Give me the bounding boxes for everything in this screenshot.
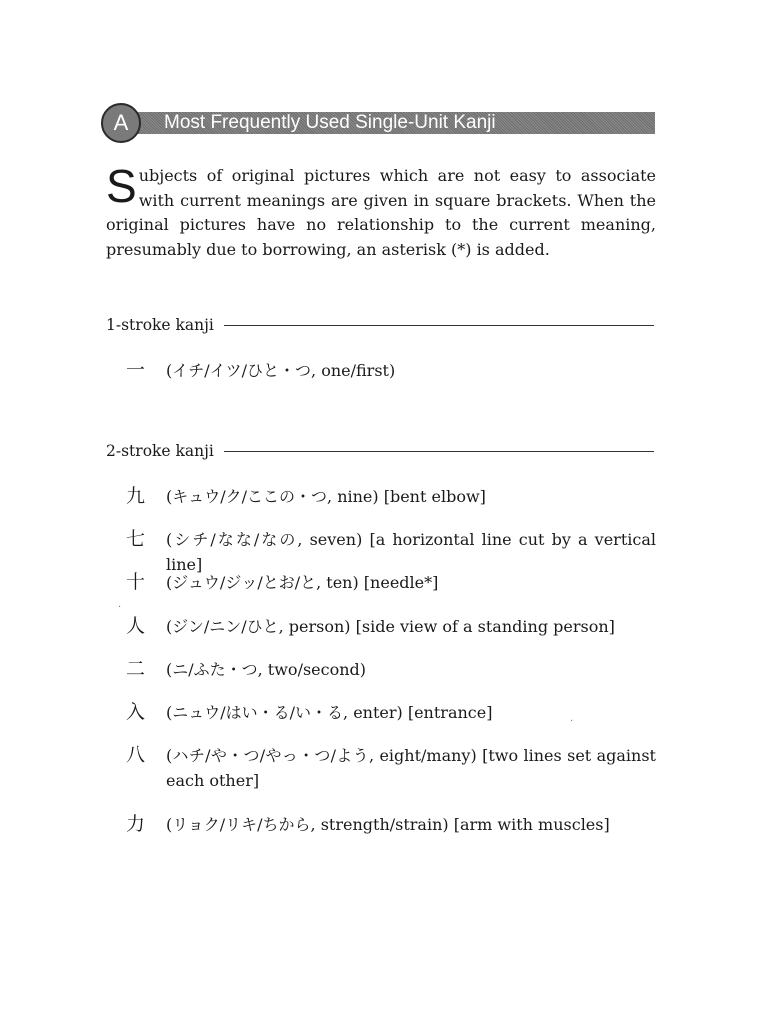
kanji-description: (キュウ/ク/ここの・つ, nine) [bent elbow]: [166, 487, 486, 506]
group-heading-rule: [224, 451, 654, 452]
kanji-description: (ニ/ふた・つ, two/second): [166, 660, 367, 679]
kanji-character: 力: [126, 813, 146, 835]
section-letter: A: [113, 110, 129, 135]
section-header: [101, 103, 655, 143]
kanji-description: (リョク/リキ/ちから, strength/strain) [arm with muscles]: [166, 815, 610, 834]
kanji-entry: [126, 743, 656, 793]
kanji-description: (ハチ/や・つ/やっ・つ/よう, eight/many) [two lines set against each other]: [166, 746, 656, 790]
kanji-entry: [126, 657, 656, 682]
group-heading-1-stroke: [106, 313, 654, 337]
kanji-description: (ジュウ/ジッ/とお/と, ten) [needle*]: [166, 573, 439, 592]
group-heading-label: 2-stroke kanji: [106, 442, 214, 460]
scan-speck: ·: [118, 602, 122, 613]
kanji-description: (イチ/イツ/ひと・つ, one/first): [166, 361, 396, 380]
kanji-character: 二: [126, 658, 146, 680]
kanji-character: 十: [126, 571, 146, 593]
kanji-description: (ジン/ニン/ひと, person) [side view of a standing person]: [166, 617, 615, 636]
kanji-entry: [126, 358, 656, 383]
kanji-character: 七: [126, 528, 146, 550]
kanji-character: 九: [126, 485, 146, 507]
intro-dropcap: S: [106, 160, 137, 212]
kanji-entry: [126, 484, 656, 509]
kanji-character: 一: [126, 359, 146, 381]
intro-paragraph: [106, 160, 656, 262]
section-title: Most Frequently Used Single-Unit Kanji: [164, 112, 496, 133]
kanji-entry: [126, 812, 656, 837]
kanji-entry: [126, 614, 656, 639]
kanji-character: 入: [126, 701, 146, 723]
group-heading-label: 1-stroke kanji: [106, 316, 214, 334]
group-heading-rule: [224, 325, 654, 326]
kanji-entry: [126, 700, 656, 725]
kanji-description: (ニュウ/はい・る/い・る, enter) [entrance]: [166, 703, 493, 722]
scan-speck: ·: [570, 716, 574, 727]
kanji-entry: [126, 570, 656, 595]
intro-text: ubjects of original pictures which are not easy to associate with current meanings are given in square brackets. When the original pictures have no relationship to the current meaning, presumably due to borrowing, an asterisk (*) is added.: [106, 166, 656, 259]
kanji-character: 人: [126, 615, 146, 637]
kanji-description: (シチ/なな/なの, seven) [a horizontal line cut by a vertical line]: [166, 530, 656, 574]
section-badge: [101, 103, 141, 143]
group-heading-2-stroke: [106, 439, 654, 463]
kanji-character: 八: [126, 744, 146, 766]
